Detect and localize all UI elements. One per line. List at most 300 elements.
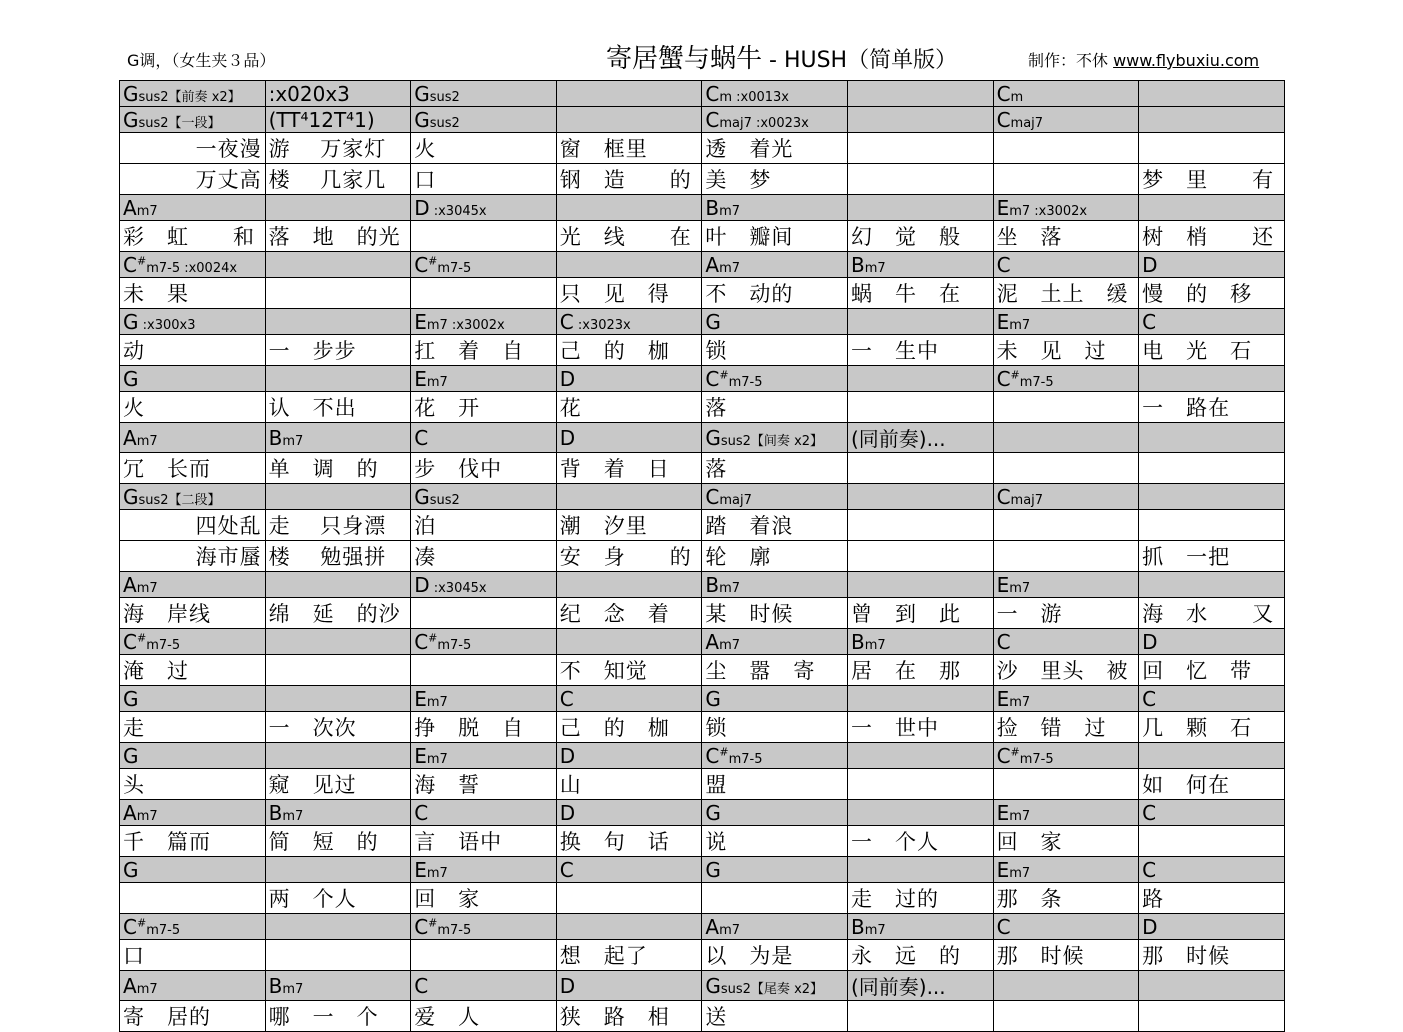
chord-cell: C#m7-5 (411, 252, 557, 278)
chord-row (120, 195, 1285, 221)
chord-cell (265, 743, 411, 769)
lyric-cell: 一 次次 (265, 712, 411, 743)
lyric-cell: 路 (1139, 883, 1285, 914)
song-title (606, 38, 957, 75)
lyric-cell: 落 (702, 453, 848, 484)
chord-cell: G :x300x3 (120, 309, 266, 335)
chord-cell: C (1139, 800, 1285, 826)
chord-cell: Gsus2【二段】 (120, 484, 266, 510)
lyric-cell (993, 541, 1139, 572)
lyric-cell: 回 忆 带 (1139, 655, 1285, 686)
lyric-cell: 山 (556, 769, 702, 800)
lyric-cell: 钢 造 的 (556, 164, 702, 195)
chord-cell: Bm7 (702, 195, 848, 221)
chord-cell: Em7 (993, 572, 1139, 598)
chord-cell: (同前奏)... (847, 423, 993, 453)
lyric-cell: 那 条 (993, 883, 1139, 914)
chord-cell: G (702, 800, 848, 826)
chord-cell (847, 107, 993, 133)
lyric-cell (847, 133, 993, 164)
lyric-cell: 火 (411, 133, 557, 164)
lyric-cell: 楼 几家几 (265, 164, 411, 195)
chord-cell (847, 800, 993, 826)
lyric-cell: 淹 过 (120, 655, 266, 686)
lyric-cell (411, 598, 557, 629)
lyric-cell: 窥 见过 (265, 769, 411, 800)
chord-cell: Am7 (702, 629, 848, 655)
chord-cell: D (556, 743, 702, 769)
chord-cell: Em7 (993, 309, 1139, 335)
chord-cell: C (411, 423, 557, 453)
key-note: G调，（女生夹３品） (127, 51, 276, 70)
chord-cell: Gsus2【一段】 (120, 107, 266, 133)
lyric-cell: 慢 的 移 (1139, 278, 1285, 309)
lyric-cell (847, 769, 993, 800)
lyric-cell: 轮 廓 (702, 541, 848, 572)
lyric-cell: 美 梦 (702, 164, 848, 195)
chord-cell: C#m7-5 (993, 743, 1139, 769)
chord-cell (1139, 971, 1285, 1001)
lyric-cell: 透 着光 (702, 133, 848, 164)
chord-cell (556, 107, 702, 133)
lyric-cell: 尘 嚣 寄 (702, 655, 848, 686)
lyric-cell: 己 的 枷 (556, 712, 702, 743)
chord-cell: Am7 (120, 195, 266, 221)
lyric-cell: 窗 框里 (556, 133, 702, 164)
chord-cell (265, 629, 411, 655)
lyric-cell (1139, 453, 1285, 484)
chord-cell (265, 309, 411, 335)
lyric-cell (847, 453, 993, 484)
chord-cell: C#m7-5 (993, 366, 1139, 392)
lyric-row (120, 883, 1285, 914)
chord-cell: Am7 (120, 572, 266, 598)
chord-cell: D (1139, 252, 1285, 278)
lyric-cell: 叶 瓣间 (702, 221, 848, 252)
lyric-cell: 沙 里头 被 (993, 655, 1139, 686)
lyric-cell: 走 (120, 712, 266, 743)
lyric-cell: 想 起了 (556, 940, 702, 971)
chord-cell: G (120, 686, 266, 712)
chord-cell (847, 309, 993, 335)
chord-cell (265, 857, 411, 883)
chord-cell: C :x3023x (556, 309, 702, 335)
chord-cell: D :x3045x (411, 195, 557, 221)
lyric-cell: 两 个人 (265, 883, 411, 914)
lyric-cell: 潮 汐里 (556, 510, 702, 541)
title-main: 寄居蟹与蜗牛 (606, 44, 763, 74)
lyric-cell: 捡 错 过 (993, 712, 1139, 743)
title-sub: - HUSH（简单版） (762, 48, 958, 73)
chord-cell: Em7 (411, 857, 557, 883)
chord-cell: Bm7 (702, 572, 848, 598)
chord-cell: Em7 (993, 800, 1139, 826)
lyric-cell: 挣 脱 自 (411, 712, 557, 743)
chord-cell (265, 195, 411, 221)
chord-cell (556, 252, 702, 278)
chord-cell: C#m7-5 (120, 629, 266, 655)
lyric-cell (847, 541, 993, 572)
lyric-cell (702, 883, 848, 914)
chord-cell (847, 857, 993, 883)
chord-cell (847, 366, 993, 392)
chord-cell: C (411, 971, 557, 1001)
chord-cell: Em7 (411, 366, 557, 392)
chord-row (120, 857, 1285, 883)
lyric-cell (993, 1001, 1139, 1032)
lyric-cell: 海 岸线 (120, 598, 266, 629)
lyric-cell: 爱 人 (411, 1001, 557, 1032)
chord-cell: Gsus2【前奏 x2】 (120, 81, 266, 107)
lyric-cell: 落 地 的光 (265, 221, 411, 252)
chord-cell (265, 252, 411, 278)
chord-cell: Bm7 (847, 914, 993, 940)
lyric-row (120, 164, 1285, 195)
lyric-cell (993, 769, 1139, 800)
chord-cell: C (1139, 309, 1285, 335)
lyric-cell (120, 883, 266, 914)
lyric-cell: 只 见 得 (556, 278, 702, 309)
lyric-cell (411, 940, 557, 971)
chord-cell (556, 572, 702, 598)
chord-cell: C (993, 629, 1139, 655)
chord-row (120, 914, 1285, 940)
lyric-cell: 某 时候 (702, 598, 848, 629)
chord-row (120, 686, 1285, 712)
chord-cell: Cmaj7 (702, 484, 848, 510)
lyric-cell: 楼 勉强拼 (265, 541, 411, 572)
lyric-cell: 电 光 石 (1139, 335, 1285, 366)
chord-cell: Em7 :x3002x (411, 309, 557, 335)
lyric-row (120, 541, 1285, 572)
lyric-cell: 走 只身漂 (265, 510, 411, 541)
lyric-cell: 不 知觉 (556, 655, 702, 686)
chord-cell: (同前奏)... (847, 971, 993, 1001)
chord-cell (265, 366, 411, 392)
lyric-cell: 言 语中 (411, 826, 557, 857)
chord-cell (265, 484, 411, 510)
chord-cell: Am7 (120, 971, 266, 1001)
lyric-cell: 万丈高 (120, 164, 266, 195)
chord-cell (847, 686, 993, 712)
chord-cell: Bm7 (847, 252, 993, 278)
lyric-row (120, 392, 1285, 423)
lyric-row (120, 826, 1285, 857)
lyric-cell: 火 (120, 392, 266, 423)
chord-cell: Gsus2 (411, 107, 557, 133)
chord-cell: Gsus2【尾奏 x2】 (702, 971, 848, 1001)
lyric-cell: 幻 觉 般 (847, 221, 993, 252)
lyric-cell (847, 510, 993, 541)
lyric-cell: 盟 (702, 769, 848, 800)
chord-cell: Am7 (702, 252, 848, 278)
chord-cell (1139, 572, 1285, 598)
lyric-row (120, 133, 1285, 164)
lyric-cell (1139, 133, 1285, 164)
chord-cell (1139, 107, 1285, 133)
chord-cell: Am7 (702, 914, 848, 940)
chord-cell: Em7 (411, 743, 557, 769)
lyric-cell: 换 句 话 (556, 826, 702, 857)
lyric-row (120, 453, 1285, 484)
lyric-cell (993, 510, 1139, 541)
chord-cell: G (120, 743, 266, 769)
lyric-cell: 那 时候 (993, 940, 1139, 971)
chord-cell: Cm (993, 81, 1139, 107)
chord-row (120, 800, 1285, 826)
chord-cell (1139, 484, 1285, 510)
lyric-cell: 动 (120, 335, 266, 366)
chord-row (120, 423, 1285, 453)
lyric-cell: 口 (120, 940, 266, 971)
lyric-cell (993, 392, 1139, 423)
lyric-cell: 一 路在 (1139, 392, 1285, 423)
lyric-row (120, 940, 1285, 971)
lyric-cell: 海 誓 (411, 769, 557, 800)
chord-row (120, 484, 1285, 510)
lyric-cell (993, 133, 1139, 164)
chord-cell: Bm7 (265, 800, 411, 826)
chord-row (120, 743, 1285, 769)
chord-cell: D (556, 800, 702, 826)
lyric-cell: 走 过的 (847, 883, 993, 914)
chord-cell: G (702, 857, 848, 883)
lyric-cell (411, 278, 557, 309)
chord-cell: G (702, 309, 848, 335)
lyric-cell: 以 为是 (702, 940, 848, 971)
lyric-row (120, 655, 1285, 686)
lyric-cell: 安 身 的 (556, 541, 702, 572)
chord-cell: C (556, 857, 702, 883)
chord-cell: C#m7-5 (702, 743, 848, 769)
lyric-cell: 光 线 在 (556, 221, 702, 252)
chord-cell: Am7 (120, 800, 266, 826)
chord-cell: C (1139, 857, 1285, 883)
chord-cell (1139, 743, 1285, 769)
credit (1028, 48, 1259, 71)
chord-cell (556, 629, 702, 655)
lyric-cell: 坐 落 (993, 221, 1139, 252)
chord-cell: C (411, 800, 557, 826)
chord-cell: G (702, 686, 848, 712)
lyric-cell: 泊 (411, 510, 557, 541)
lyric-cell: 扛 着 自 (411, 335, 557, 366)
chord-cell (847, 743, 993, 769)
lyric-cell: 冗 长而 (120, 453, 266, 484)
lyric-cell: 一 步步 (265, 335, 411, 366)
lyric-cell (847, 392, 993, 423)
chord-row (120, 252, 1285, 278)
chord-cell: C (993, 914, 1139, 940)
chord-cell: Em7 (993, 857, 1139, 883)
lyric-cell: 回 家 (993, 826, 1139, 857)
lyric-cell: 那 时候 (1139, 940, 1285, 971)
lyric-cell (265, 940, 411, 971)
lyric-cell: 口 (411, 164, 557, 195)
chord-cell (556, 914, 702, 940)
chord-cell (1139, 195, 1285, 221)
lyric-cell: 简 短 的 (265, 826, 411, 857)
chord-row (120, 309, 1285, 335)
lyric-cell: 纪 念 着 (556, 598, 702, 629)
chord-cell: D (556, 366, 702, 392)
lyric-cell: 说 (702, 826, 848, 857)
lyric-cell: 凑 (411, 541, 557, 572)
chord-row (120, 971, 1285, 1001)
chord-cell: C#m7-5 :x0024x (120, 252, 266, 278)
chord-cell: C#m7-5 (411, 629, 557, 655)
lyric-cell (847, 1001, 993, 1032)
lyric-cell (556, 883, 702, 914)
chord-cell: :x020x3 (265, 81, 411, 107)
chord-cell: Cm :x0013x (702, 81, 848, 107)
chord-cell (265, 914, 411, 940)
chord-cell: (TT⁴12T⁴1) (265, 107, 411, 133)
lyric-cell: 己 的 枷 (556, 335, 702, 366)
lyric-cell: 一 生中 (847, 335, 993, 366)
chord-cell: D (1139, 629, 1285, 655)
lyric-cell (993, 164, 1139, 195)
chord-cell: Cmaj7 (993, 484, 1139, 510)
chord-cell: Gsus2 (411, 484, 557, 510)
lyric-cell (993, 453, 1139, 484)
chord-cell: Em7 (993, 686, 1139, 712)
chord-cell: Bm7 (265, 971, 411, 1001)
lyric-cell: 踏 着浪 (702, 510, 848, 541)
lyric-cell: 一 世中 (847, 712, 993, 743)
chord-cell: Gsus2 (411, 81, 557, 107)
chord-cell: D (556, 971, 702, 1001)
lyric-cell (265, 655, 411, 686)
lyric-cell: 锁 (702, 335, 848, 366)
lyric-cell: 送 (702, 1001, 848, 1032)
chord-row (120, 81, 1285, 107)
lyric-row (120, 598, 1285, 629)
chord-cell: D :x3045x (411, 572, 557, 598)
lyric-cell (847, 164, 993, 195)
lyric-cell: 落 (702, 392, 848, 423)
lyric-cell: 单 调 的 (265, 453, 411, 484)
lyric-cell: 千 篇而 (120, 826, 266, 857)
credit-link[interactable]: www.flybuxiu.com (1113, 51, 1260, 70)
lyric-cell: 永 远 的 (847, 940, 993, 971)
chord-cell: Bm7 (265, 423, 411, 453)
lyric-cell: 花 (556, 392, 702, 423)
chord-row (120, 107, 1285, 133)
lyric-cell: 背 着 日 (556, 453, 702, 484)
chord-cell (1139, 366, 1285, 392)
chord-sheet-table (119, 80, 1285, 1032)
lyric-cell: 绵 延 的沙 (265, 598, 411, 629)
lyric-cell: 彩 虹 和 (120, 221, 266, 252)
chord-cell: C (993, 252, 1139, 278)
lyric-cell: 四处乱 (120, 510, 266, 541)
chord-cell (265, 572, 411, 598)
chord-cell: Em7 :x3002x (993, 195, 1139, 221)
lyric-row (120, 510, 1285, 541)
chord-cell: C#m7-5 (120, 914, 266, 940)
lyric-cell (411, 655, 557, 686)
lyric-cell: 未 果 (120, 278, 266, 309)
chord-cell: G (120, 366, 266, 392)
lyric-cell: 抓 一把 (1139, 541, 1285, 572)
lyric-cell (265, 278, 411, 309)
chord-cell (265, 686, 411, 712)
chord-row (120, 572, 1285, 598)
chord-row (120, 366, 1285, 392)
lyric-cell: 海 水 又 (1139, 598, 1285, 629)
lyric-cell: 一 个人 (847, 826, 993, 857)
chord-cell: D (1139, 914, 1285, 940)
chord-cell: Em7 (411, 686, 557, 712)
chord-cell: Gsus2【间奏 x2】 (702, 423, 848, 453)
lyric-cell (1139, 510, 1285, 541)
chord-cell (556, 195, 702, 221)
chord-cell: Cmaj7 :x0023x (702, 107, 848, 133)
chord-cell (847, 484, 993, 510)
chord-cell: Bm7 (847, 629, 993, 655)
lyric-cell: 居 在 那 (847, 655, 993, 686)
chord-cell: C (1139, 686, 1285, 712)
chord-cell: C#m7-5 (702, 366, 848, 392)
lyric-cell: 游 万家灯 (265, 133, 411, 164)
lyric-row (120, 278, 1285, 309)
credit-label: 制作：不休 (1028, 51, 1114, 70)
chord-cell: Am7 (120, 423, 266, 453)
lyric-cell: 梦 里 有 (1139, 164, 1285, 195)
lyric-cell (1139, 1001, 1285, 1032)
chord-row (120, 629, 1285, 655)
chord-cell: C (556, 686, 702, 712)
chord-cell: Cmaj7 (993, 107, 1139, 133)
lyric-cell: 海市蜃 (120, 541, 266, 572)
lyric-cell: 蜗 牛 在 (847, 278, 993, 309)
chord-cell (556, 81, 702, 107)
lyric-cell (1139, 826, 1285, 857)
lyric-cell: 认 不出 (265, 392, 411, 423)
chord-cell (1139, 81, 1285, 107)
lyric-cell: 如 何在 (1139, 769, 1285, 800)
lyric-row (120, 1001, 1285, 1032)
lyric-row (120, 335, 1285, 366)
chord-cell (847, 195, 993, 221)
chord-cell (847, 572, 993, 598)
lyric-cell: 哪 一 个 (265, 1001, 411, 1032)
chord-cell: G (120, 857, 266, 883)
lyric-cell: 回 家 (411, 883, 557, 914)
chord-cell (1139, 423, 1285, 453)
lyric-cell: 锁 (702, 712, 848, 743)
chord-cell: D (556, 423, 702, 453)
lyric-cell: 寄 居的 (120, 1001, 266, 1032)
chord-cell: C#m7-5 (411, 914, 557, 940)
lyric-cell: 头 (120, 769, 266, 800)
lyric-cell: 泥 土上 缓 (993, 278, 1139, 309)
lyric-row (120, 221, 1285, 252)
lyric-cell: 一夜漫 (120, 133, 266, 164)
lyric-cell (411, 221, 557, 252)
chord-cell (993, 423, 1139, 453)
lyric-cell: 一 游 (993, 598, 1139, 629)
chord-cell (556, 484, 702, 510)
chord-cell (847, 81, 993, 107)
lyric-cell: 步 伐中 (411, 453, 557, 484)
lyric-cell: 树 梢 还 (1139, 221, 1285, 252)
lyric-cell: 曾 到 此 (847, 598, 993, 629)
lyric-cell: 不 动的 (702, 278, 848, 309)
lyric-cell: 花 开 (411, 392, 557, 423)
lyric-row (120, 769, 1285, 800)
